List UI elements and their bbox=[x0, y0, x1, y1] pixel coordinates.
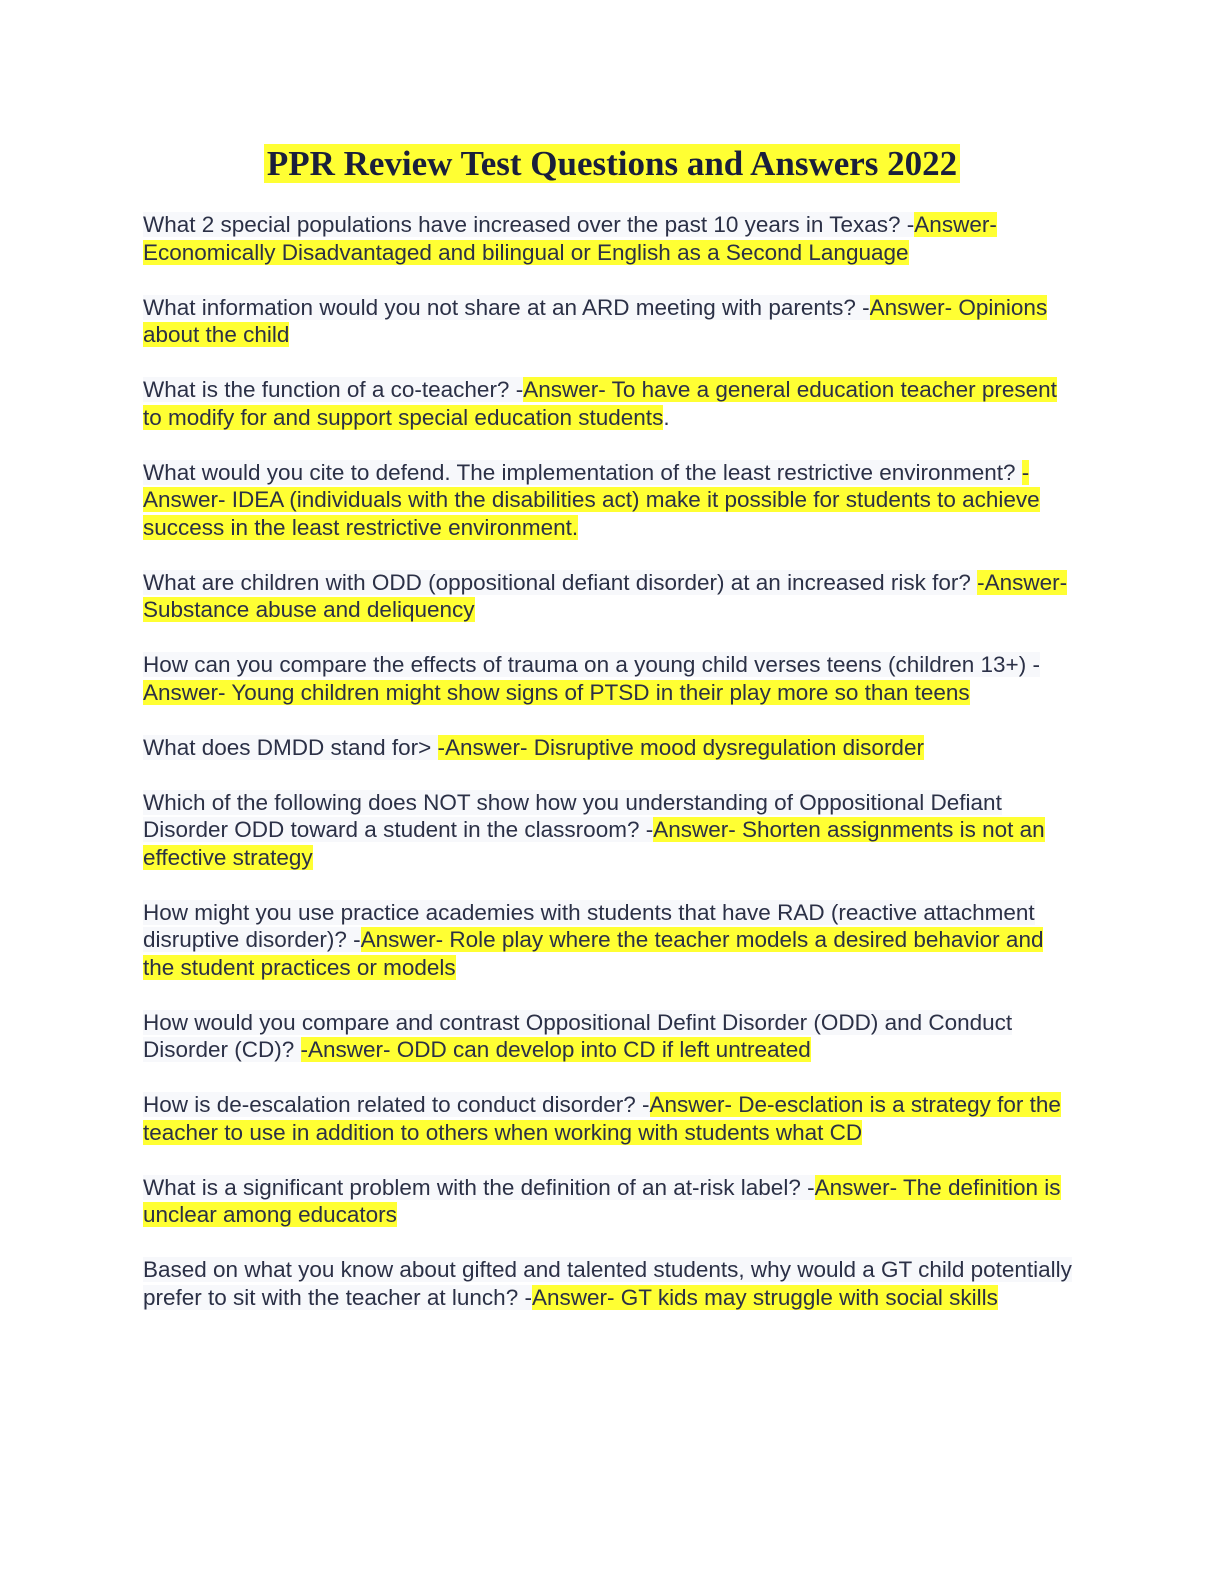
qa-item-6 bbox=[143, 651, 1073, 706]
answer-text: Answer- Shorten assignments is not an effective strategy bbox=[143, 817, 1045, 870]
qa-list bbox=[143, 211, 1073, 1339]
question-text: What are children with ODD (oppositional defiant disorder) at an increased risk for? bbox=[143, 569, 978, 595]
qa-item-7 bbox=[143, 734, 1073, 762]
question-text: How would you compare and contrast Oppositional Defint Disorder (ODD) and Conduct Disorder (CD)? bbox=[143, 1009, 1013, 1062]
answer-text: Answer- Opinions about the child bbox=[143, 294, 1048, 347]
question-text: How is de-escalation related to conduct disorder? - bbox=[143, 1092, 650, 1117]
question-text: What would you cite to defend. The implementation of the least restrictive environment? bbox=[143, 459, 1022, 485]
question-text: How might you use practice academies with students that have RAD (reactive attachment disruptive disorder)? - bbox=[143, 899, 1035, 952]
qa-item-1 bbox=[143, 211, 1073, 266]
qa-item-8 bbox=[143, 789, 1073, 872]
question-text: Which of the following does NOT show how you understanding of Oppositional Defiant Disorder ODD toward a student in the classroom? - bbox=[143, 789, 1002, 842]
question-text: How can you compare the effects of trauma on a young child verses teens (children 13+) - bbox=[143, 652, 1040, 677]
qa-item-4 bbox=[143, 459, 1073, 542]
question-text: What does DMDD stand for> bbox=[143, 734, 438, 760]
answer-text: Answer- To have a general education teacher present to modify for and support special education students bbox=[143, 377, 1057, 430]
question-text: What information would you not share at an ARD meeting with parents? - bbox=[143, 294, 870, 320]
answer-text: Answer- Economically Disadvantaged and bilingual or English as a Second Language bbox=[143, 212, 997, 265]
answer-suffix: . bbox=[663, 404, 670, 430]
answer-text: Answer- The definition is unclear among educators bbox=[143, 1174, 1061, 1227]
qa-item-12 bbox=[143, 1174, 1073, 1229]
answer-text: -Answer- ODD can develop into CD if left untreated bbox=[300, 1037, 811, 1062]
qa-item-2 bbox=[143, 294, 1073, 349]
answer-text: Answer- De-esclation is a strategy for the teacher to use in addition to others when working with students what CD bbox=[143, 1092, 1061, 1145]
question-text: What is a significant problem with the definition of an at-risk label? - bbox=[143, 1174, 815, 1200]
answer-text: -Answer- Disruptive mood dysregulation disorder bbox=[437, 734, 924, 760]
answer-text: Answer- Role play where the teacher models a desired behavior and the student practices or models bbox=[143, 927, 1044, 980]
document-title-text: PPR Review Test Questions and Answers 2022 bbox=[264, 144, 960, 183]
document-title bbox=[0, 140, 1224, 188]
qa-item-13 bbox=[143, 1256, 1073, 1311]
question-text: What is the function of a co-teacher? - bbox=[143, 377, 524, 402]
answer-text: -Answer- IDEA (individuals with the disabilities act) make it possible for students to achieve success in the least restrictive environment. bbox=[143, 459, 1040, 540]
qa-item-10 bbox=[143, 1009, 1073, 1064]
qa-item-5 bbox=[143, 569, 1073, 624]
question-text: What 2 special populations have increased over the past 10 years in Texas? - bbox=[143, 212, 915, 237]
answer-text: -Answer- Substance abuse and deliquency bbox=[143, 569, 1068, 622]
question-text: Based on what you know about gifted and talented students, why would a GT child potentially prefer to sit with the teacher at lunch? - bbox=[143, 1257, 1072, 1310]
qa-item-3 bbox=[143, 376, 1073, 431]
qa-item-11 bbox=[143, 1091, 1073, 1146]
answer-text: Answer- GT kids may struggle with social skills bbox=[531, 1284, 998, 1310]
answer-text: Answer- Young children might show signs of PTSD in their play more so than teens bbox=[143, 679, 970, 705]
qa-item-9 bbox=[143, 899, 1073, 982]
